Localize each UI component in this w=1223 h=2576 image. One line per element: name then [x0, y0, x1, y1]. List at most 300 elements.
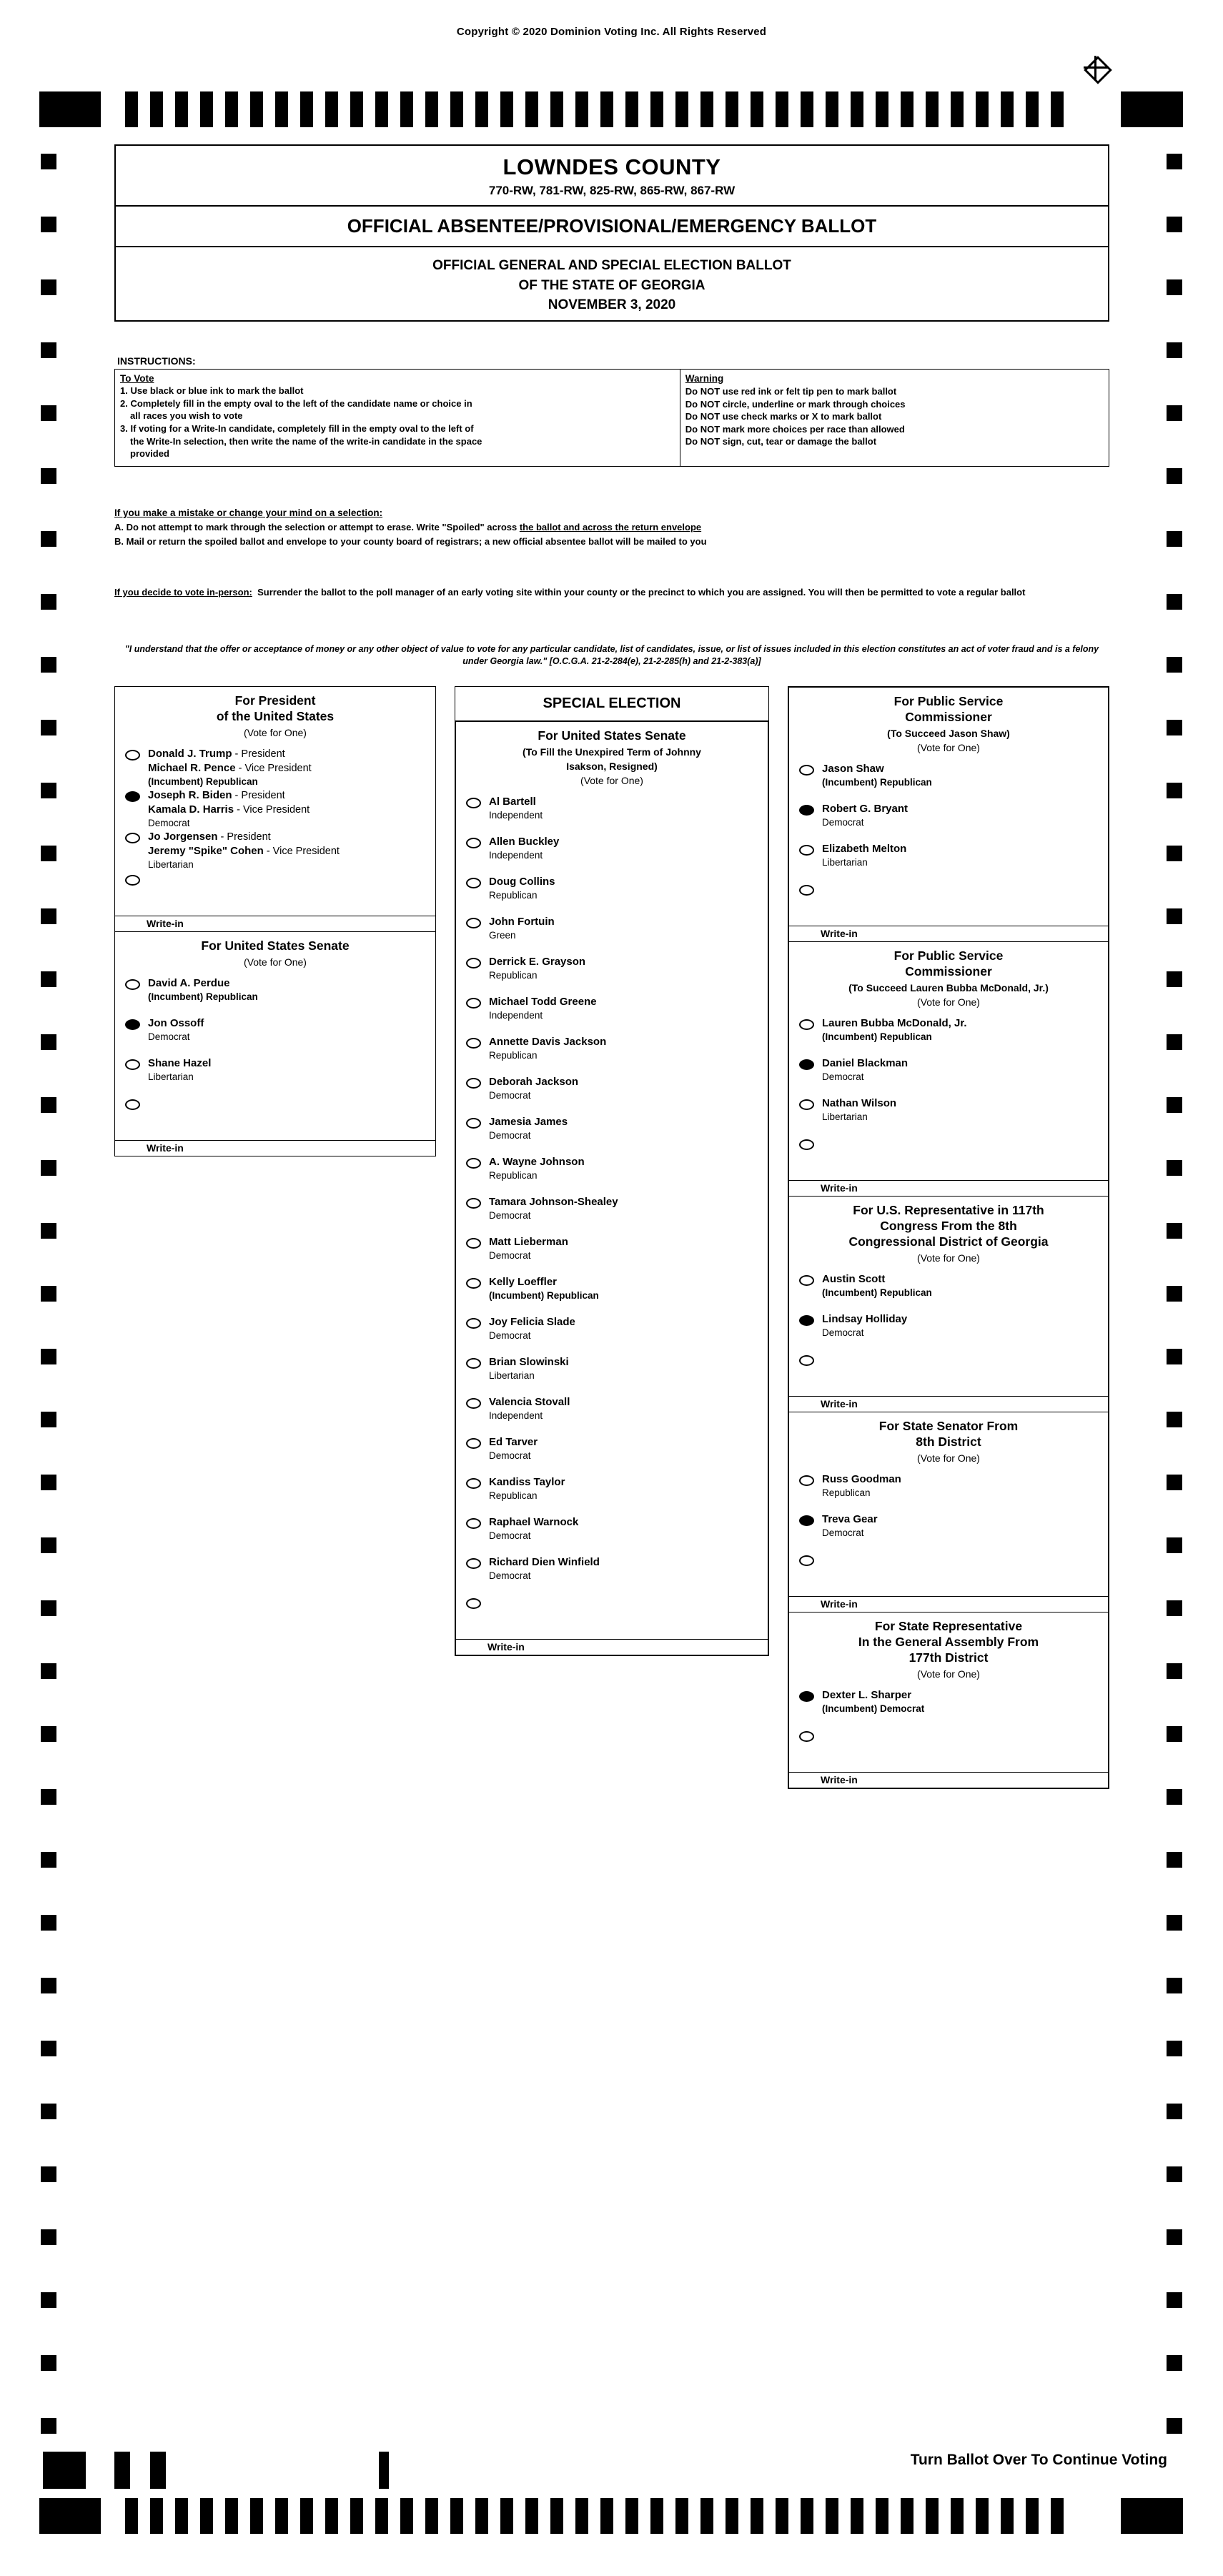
candidate-name-line	[489, 955, 585, 969]
vote-oval[interactable]	[799, 1691, 814, 1702]
candidate-name-line	[489, 1435, 538, 1450]
choice-option[interactable]	[789, 801, 1108, 841]
choice-text	[489, 1555, 600, 1582]
choice-option[interactable]	[789, 1056, 1108, 1096]
candidate-party: Libertarian	[148, 1071, 194, 1082]
candidate-name-line	[489, 1115, 568, 1129]
party-label: Republican	[206, 991, 258, 1002]
running-mate-line	[148, 761, 312, 776]
choice-text	[489, 994, 597, 1021]
candidate-name: Jo Jorgensen	[148, 831, 218, 843]
candidate-party: Libertarian	[822, 1111, 868, 1123]
candidate-office: - President	[232, 748, 285, 760]
choice-text	[822, 1096, 896, 1123]
candidate-party: Democrat	[822, 1327, 864, 1338]
vote-oval[interactable]	[466, 1518, 481, 1529]
vote-oval[interactable]	[466, 1398, 481, 1409]
contest-us-senate-special	[455, 721, 768, 1655]
ballot-columns	[114, 686, 1109, 2380]
contest-president	[114, 686, 436, 932]
choice-option[interactable]	[456, 874, 768, 914]
vote-for-instruction: (Vote for One)	[917, 741, 980, 753]
election-title-line2: OF THE STATE OF GEORGIA	[518, 277, 705, 293]
vote-oval[interactable]	[799, 1059, 814, 1070]
candidate-name: Lauren Bubba McDonald, Jr.	[822, 1017, 967, 1030]
choice-text	[489, 1515, 578, 1542]
choice-text	[148, 1016, 204, 1043]
contest-us-senate-perdue	[114, 932, 436, 1156]
timing-marks-left	[41, 154, 56, 2481]
candidate-name: Allen Buckley	[489, 836, 560, 848]
choice-text	[822, 1688, 924, 1715]
write-in-oval[interactable]	[799, 1139, 814, 1150]
party-label: Republican	[206, 776, 258, 787]
vote-oval[interactable]	[799, 765, 814, 776]
candidate-name: Joseph R. Biden	[148, 789, 232, 802]
candidate-name: Doug Collins	[489, 876, 555, 888]
vote-for-instruction: (Vote for One)	[917, 1252, 980, 1264]
contest-title-line: For United States Senate	[538, 728, 686, 743]
choice-text	[489, 954, 585, 981]
choice-text	[489, 794, 543, 821]
mistake-a-underlined: the ballot and across the return envelope	[519, 522, 702, 532]
candidate-party: Independent	[489, 1410, 543, 1422]
candidate-party: Democrat	[489, 1330, 531, 1342]
choice-text	[148, 829, 340, 871]
candidate-name-line	[489, 915, 555, 929]
candidate-name-line	[148, 1016, 204, 1031]
choice-text	[489, 1394, 570, 1422]
choice-option[interactable]	[456, 794, 768, 834]
candidate-party: Independent	[489, 810, 543, 821]
choice-text	[489, 914, 555, 941]
party-label: Republican	[547, 1290, 599, 1302]
choice-text	[489, 1154, 585, 1182]
candidate-name-line	[822, 762, 932, 776]
choice-list	[789, 1470, 1108, 1596]
candidate-name-line	[148, 747, 312, 761]
choice-option[interactable]	[115, 1056, 435, 1096]
candidate-party: Independent	[489, 850, 543, 861]
inperson-block	[114, 586, 1109, 600]
choice-option[interactable]	[456, 1074, 768, 1114]
to-vote-title: To Vote	[120, 373, 154, 384]
write-in-oval[interactable]	[125, 875, 140, 886]
choice-option[interactable]	[456, 1274, 768, 1314]
vote-oval[interactable]	[125, 833, 140, 843]
candidate-name-line	[489, 1395, 570, 1410]
timing-marks-top	[39, 91, 1183, 127]
special-election-header: SPECIAL ELECTION	[455, 687, 768, 721]
vote-oval[interactable]	[466, 1118, 481, 1129]
vote-oval[interactable]	[466, 1038, 481, 1049]
candidate-name-line	[489, 795, 543, 809]
candidate-party	[822, 1031, 967, 1044]
running-mate-line	[148, 803, 310, 817]
vote-oval[interactable]	[125, 1059, 140, 1070]
candidate-party	[148, 991, 258, 1004]
contest-title-line: For United States Senate	[201, 938, 350, 953]
candidate-name-line	[822, 1312, 907, 1327]
write-in-option[interactable]	[789, 1136, 1108, 1180]
choice-text	[822, 1512, 878, 1539]
choice-option[interactable]	[456, 1154, 768, 1194]
running-mate-name: Kamala D. Harris	[148, 803, 234, 816]
candidate-name-line	[822, 1096, 896, 1111]
choice-option[interactable]	[115, 746, 435, 788]
choice-list	[115, 745, 435, 916]
vote-oval[interactable]	[466, 1318, 481, 1329]
vote-for-instruction: (Vote for One)	[917, 1668, 980, 1680]
candidate-party	[822, 1703, 924, 1715]
vote-oval[interactable]	[466, 1438, 481, 1449]
contest-state-senator-8	[788, 1412, 1109, 1613]
inperson-title: If you decide to vote in-person:	[114, 587, 252, 598]
write-in-option[interactable]	[115, 1096, 435, 1140]
choice-text	[822, 1472, 901, 1499]
write-in-oval[interactable]	[799, 1355, 814, 1366]
candidate-name-line	[822, 1512, 878, 1527]
write-in-oval[interactable]	[466, 1598, 481, 1609]
candidate-name: Ed Tarver	[489, 1436, 538, 1449]
timing-marks-bottom-row2	[43, 2452, 472, 2489]
vote-oval[interactable]	[466, 958, 481, 969]
contest-psc-mcdonald	[788, 942, 1109, 1197]
candidate-name: Shane Hazel	[148, 1056, 212, 1069]
candidate-party: Democrat	[489, 1130, 531, 1141]
choice-option[interactable]	[115, 829, 435, 871]
choice-text	[489, 834, 559, 861]
candidate-name-line	[489, 1475, 565, 1490]
warning-item: Do NOT sign, cut, tear or damage the ballot	[685, 436, 877, 447]
warning-item: Do NOT circle, underline or mark through choices	[685, 398, 906, 410]
choice-option[interactable]	[789, 1472, 1108, 1512]
warning-item: Do NOT use check marks or X to mark ballot	[685, 411, 882, 422]
candidate-party: Democrat	[822, 1071, 864, 1083]
choice-list	[789, 1014, 1108, 1180]
instructions-label: INSTRUCTIONS:	[117, 355, 196, 367]
choice-option[interactable]	[789, 1272, 1108, 1312]
candidate-name-line	[148, 830, 340, 844]
candidate-name-line	[489, 1235, 568, 1249]
choice-option[interactable]	[456, 1034, 768, 1074]
copyright-notice: Copyright © 2020 Dominion Voting Inc. All Rights Reserved	[456, 26, 767, 38]
choice-option[interactable]	[789, 1096, 1108, 1136]
write-in-oval[interactable]	[125, 1099, 140, 1110]
choice-option[interactable]	[456, 1555, 768, 1595]
write-in-label: Write-in	[789, 1772, 1108, 1788]
election-title-line1: OFFICIAL GENERAL AND SPECIAL ELECTION BALLOT	[432, 258, 791, 273]
candidate-name-line	[822, 1056, 908, 1071]
candidate-office: - President	[217, 831, 271, 843]
candidate-name: Richard Dien Winfield	[489, 1556, 600, 1569]
contest-title-line: 8th District	[916, 1434, 981, 1449]
choice-option[interactable]	[456, 1314, 768, 1354]
candidate-name-line	[822, 1016, 967, 1031]
candidate-name: Kandiss Taylor	[489, 1476, 565, 1489]
party-label: Republican	[880, 1031, 932, 1043]
candidate-name: Jon Ossoff	[148, 1016, 204, 1029]
vote-oval[interactable]	[466, 918, 481, 928]
contest-header	[456, 722, 768, 793]
candidate-name: Treva Gear	[822, 1513, 878, 1525]
choice-list	[456, 793, 768, 1639]
choice-option[interactable]	[789, 1016, 1108, 1056]
candidate-party: Democrat	[489, 1450, 531, 1462]
contest-title-line: of the United States	[216, 708, 335, 723]
choice-option[interactable]	[789, 1312, 1108, 1352]
candidate-name: Donald J. Trump	[148, 747, 232, 760]
precinct-list: 770-RW, 781-RW, 825-RW, 865-RW, 867-RW	[488, 184, 736, 197]
vote-oval[interactable]	[466, 1358, 481, 1369]
candidate-name: Jason Shaw	[822, 763, 884, 776]
contest-title-line: For State Representative	[874, 1619, 1023, 1633]
warning-title: Warning	[685, 373, 724, 384]
candidate-party: Libertarian	[489, 1370, 535, 1382]
candidate-name: Lindsay Holliday	[822, 1313, 908, 1326]
vote-for-instruction: (Vote for One)	[244, 726, 307, 738]
candidate-party: Republican	[822, 1487, 871, 1498]
inperson-line	[114, 586, 1109, 598]
candidate-party: Green	[489, 930, 516, 941]
ballot-header	[114, 144, 1109, 322]
incumbent-label: (Incumbent)	[822, 1287, 880, 1298]
timing-marks-bottom	[39, 2498, 1183, 2534]
candidate-party: Libertarian	[822, 856, 868, 868]
vote-oval[interactable]	[799, 845, 814, 856]
candidate-name-line	[148, 788, 310, 803]
mistake-title: If you make a mistake or change your mind on a selection:	[114, 507, 383, 518]
contest-title-line: 177th District	[908, 1650, 989, 1665]
candidate-name: Russ Goodman	[822, 1473, 901, 1485]
choice-option[interactable]	[456, 1475, 768, 1515]
candidate-name: Elizabeth Melton	[822, 843, 907, 856]
election-date: NOVEMBER 3, 2020	[548, 297, 676, 313]
fraud-attestation: "I understand that the offer or acceptance of money or any other object of value to vote for any particular candidate, list of candidates, issue, or list of issues included in this election constitutes an act of voter fraud and is a felony under Georgia law." [O.C.G.A. 21-2-284(e), 21-2-285(h) and 21-2-383(a)]	[124, 644, 1099, 666]
candidate-office: - President	[232, 790, 285, 802]
warning-item: Do NOT use red ink or felt tip pen to mark ballot	[685, 386, 897, 397]
write-in-label: Write-in	[115, 916, 435, 931]
choice-option[interactable]	[789, 841, 1108, 881]
candidate-name-line	[489, 1555, 600, 1570]
candidate-name: Michael Todd Greene	[489, 996, 597, 1009]
candidate-party: Democrat	[822, 1527, 864, 1538]
contest-subtitle-line: (To Succeed Jason Shaw)	[887, 727, 1010, 739]
candidate-party	[822, 776, 932, 789]
write-in-option[interactable]	[456, 1595, 768, 1639]
running-mate-office: - Vice President	[234, 804, 310, 816]
vote-oval[interactable]	[125, 1019, 140, 1030]
candidate-party: Republican	[489, 1050, 538, 1061]
contest-subtitle-line: (To Succeed Lauren Bubba McDonald, Jr.)	[848, 981, 1049, 994]
vote-oval[interactable]	[799, 1315, 814, 1326]
vote-oval[interactable]	[799, 1475, 814, 1486]
candidate-party	[489, 1289, 599, 1302]
choice-list	[789, 760, 1108, 926]
candidate-name-line	[489, 1155, 585, 1169]
candidate-name: John Fortuin	[489, 916, 555, 928]
choice-text	[822, 1312, 907, 1339]
vote-oval[interactable]	[125, 791, 140, 802]
candidate-party: Democrat	[489, 1250, 531, 1262]
candidate-party: Democrat	[489, 1090, 531, 1101]
candidate-party: Independent	[489, 1010, 543, 1021]
candidate-party: Democrat	[489, 1210, 531, 1222]
write-in-label: Write-in	[115, 1140, 435, 1156]
write-in-option[interactable]	[789, 1352, 1108, 1396]
write-in-option[interactable]	[789, 1728, 1108, 1772]
vote-oval[interactable]	[466, 1078, 481, 1089]
choice-option[interactable]	[456, 914, 768, 954]
contest-title-line: For Public Service	[893, 948, 1004, 963]
contest-title-line: For U.S. Representative in 117th	[853, 1203, 1044, 1218]
vote-oval[interactable]	[466, 1158, 481, 1169]
vote-oval[interactable]	[799, 1275, 814, 1286]
write-in-option[interactable]	[789, 881, 1108, 926]
candidate-party: Republican	[489, 1490, 538, 1502]
ballot-column-2	[455, 686, 769, 1656]
vote-oval[interactable]	[466, 1238, 481, 1249]
candidate-name: Deborah Jackson	[489, 1076, 579, 1089]
running-mate-office: - Vice President	[263, 846, 340, 858]
to-vote-item: 3. If voting for a Write-In candidate, completely fill in the empty oval to the left of	[120, 422, 474, 434]
candidate-name-line	[822, 1688, 924, 1703]
ballot-column-3	[788, 686, 1109, 1789]
candidate-name-line	[822, 1472, 901, 1487]
choice-option[interactable]	[115, 976, 435, 1016]
vote-oval[interactable]	[466, 1478, 481, 1489]
write-in-label: Write-in	[789, 926, 1108, 941]
choice-option[interactable]	[456, 834, 768, 874]
candidate-name-line	[489, 875, 555, 889]
candidate-party	[822, 1287, 932, 1299]
write-in-label: Write-in	[789, 1596, 1108, 1612]
choice-option[interactable]	[456, 1394, 768, 1435]
candidate-name: Robert G. Bryant	[822, 803, 908, 816]
candidate-name-line	[489, 1275, 599, 1289]
candidate-name-line	[822, 1272, 932, 1287]
incumbent-label: (Incumbent)	[148, 776, 206, 787]
vote-oval[interactable]	[799, 1099, 814, 1110]
party-label: Republican	[880, 776, 932, 788]
choice-text	[148, 1056, 211, 1083]
mistake-item-a	[114, 521, 1109, 533]
choice-option[interactable]	[456, 1354, 768, 1394]
choice-option[interactable]	[789, 761, 1108, 801]
candidate-party: Democrat	[148, 817, 190, 828]
write-in-option[interactable]	[115, 871, 435, 916]
vote-oval[interactable]	[466, 1558, 481, 1569]
contest-title-line: For President	[234, 693, 316, 708]
choice-text	[148, 788, 310, 829]
write-in-option[interactable]	[789, 1552, 1108, 1596]
candidate-name: Joy Felicia Slade	[489, 1316, 575, 1329]
write-in-oval[interactable]	[799, 885, 814, 896]
candidate-party: Democrat	[148, 1031, 190, 1042]
candidate-name: David A. Perdue	[148, 976, 230, 989]
vote-oval[interactable]	[466, 1278, 481, 1289]
vote-oval[interactable]	[466, 1198, 481, 1209]
to-vote-item: provided	[130, 448, 169, 460]
candidate-name: Derrick E. Grayson	[489, 956, 586, 969]
choice-text	[489, 1234, 568, 1262]
vote-oval[interactable]	[466, 998, 481, 1009]
mistake-block	[114, 507, 1109, 550]
choice-list	[789, 1270, 1108, 1396]
choice-text	[489, 1034, 606, 1061]
to-vote-item: 2. Completely fill in the empty oval to the left of the candidate name or choice in	[120, 397, 472, 409]
contest-us-rep-8	[788, 1197, 1109, 1412]
candidate-party: Republican	[489, 1170, 538, 1182]
choice-option[interactable]	[456, 1515, 768, 1555]
choice-text	[822, 841, 906, 868]
choice-option[interactable]	[456, 954, 768, 994]
choice-option[interactable]	[456, 1194, 768, 1234]
choice-option[interactable]	[456, 1435, 768, 1475]
choice-text	[822, 1056, 908, 1083]
ballot-column-1	[114, 686, 436, 1156]
turn-ballot-over-text: Turn Ballot Over To Continue Voting	[910, 2452, 1167, 2468]
candidate-name: Austin Scott	[822, 1273, 886, 1286]
choice-option[interactable]	[456, 994, 768, 1034]
write-in-oval[interactable]	[799, 1555, 814, 1566]
alignment-plus-mark: +	[49, 2473, 58, 2491]
vote-oval[interactable]	[466, 878, 481, 888]
choice-text	[489, 1194, 618, 1222]
contest-header	[789, 688, 1108, 760]
vote-oval[interactable]	[125, 979, 140, 990]
candidate-name: A. Wayne Johnson	[489, 1156, 585, 1169]
choice-text	[822, 1016, 967, 1043]
vote-oval[interactable]	[125, 750, 140, 761]
contest-header	[115, 687, 435, 745]
contest-header	[789, 1412, 1108, 1470]
candidate-name-line	[489, 835, 559, 849]
incumbent-label: (Incumbent)	[822, 1703, 880, 1714]
choice-text	[489, 1074, 578, 1101]
candidate-name: Matt Lieberman	[489, 1236, 568, 1249]
timing-marks-right	[1167, 154, 1182, 2481]
vote-oval[interactable]	[466, 798, 481, 808]
contest-subtitle-line: Isakson, Resigned)	[566, 761, 658, 773]
candidate-name: Kelly Loeffler	[489, 1276, 558, 1289]
candidate-name: Al Bartell	[489, 796, 536, 808]
vote-for-instruction: (Vote for One)	[917, 996, 980, 1009]
vote-oval[interactable]	[466, 838, 481, 848]
choice-option[interactable]	[789, 1688, 1108, 1728]
candidate-name: Dexter L. Sharper	[822, 1688, 912, 1701]
vote-oval[interactable]	[799, 805, 814, 816]
choice-option[interactable]	[115, 1016, 435, 1056]
vote-oval[interactable]	[799, 1515, 814, 1526]
mistake-a-text: A. Do not attempt to mark through the selection or attempt to erase. Write "Spoiled" across	[114, 522, 520, 532]
candidate-name-line	[489, 1075, 578, 1089]
warning-item: Do NOT mark more choices per race than allowed	[685, 423, 905, 435]
choice-text	[489, 1114, 568, 1141]
choice-option[interactable]	[789, 1512, 1108, 1552]
vote-oval[interactable]	[799, 1019, 814, 1030]
write-in-oval[interactable]	[799, 1731, 814, 1742]
registration-mark-icon	[1084, 56, 1108, 80]
choice-option[interactable]	[456, 1114, 768, 1154]
inperson-text: Surrender the ballot to the poll manager of an early voting site within your county or the precinct to which you are assigned. You will then be permitted to vote a regular ballot	[257, 587, 1026, 598]
mistake-item-b: B. Mail or return the spoiled ballot and envelope to your county board of registrars; a new official absentee ballot will be mailed to you	[114, 536, 707, 548]
candidate-party: Republican	[489, 970, 538, 981]
candidate-name: Tamara Johnson-Shealey	[489, 1196, 618, 1209]
choice-text	[489, 1475, 565, 1502]
choice-option[interactable]	[456, 1234, 768, 1274]
choice-option[interactable]	[115, 788, 435, 829]
